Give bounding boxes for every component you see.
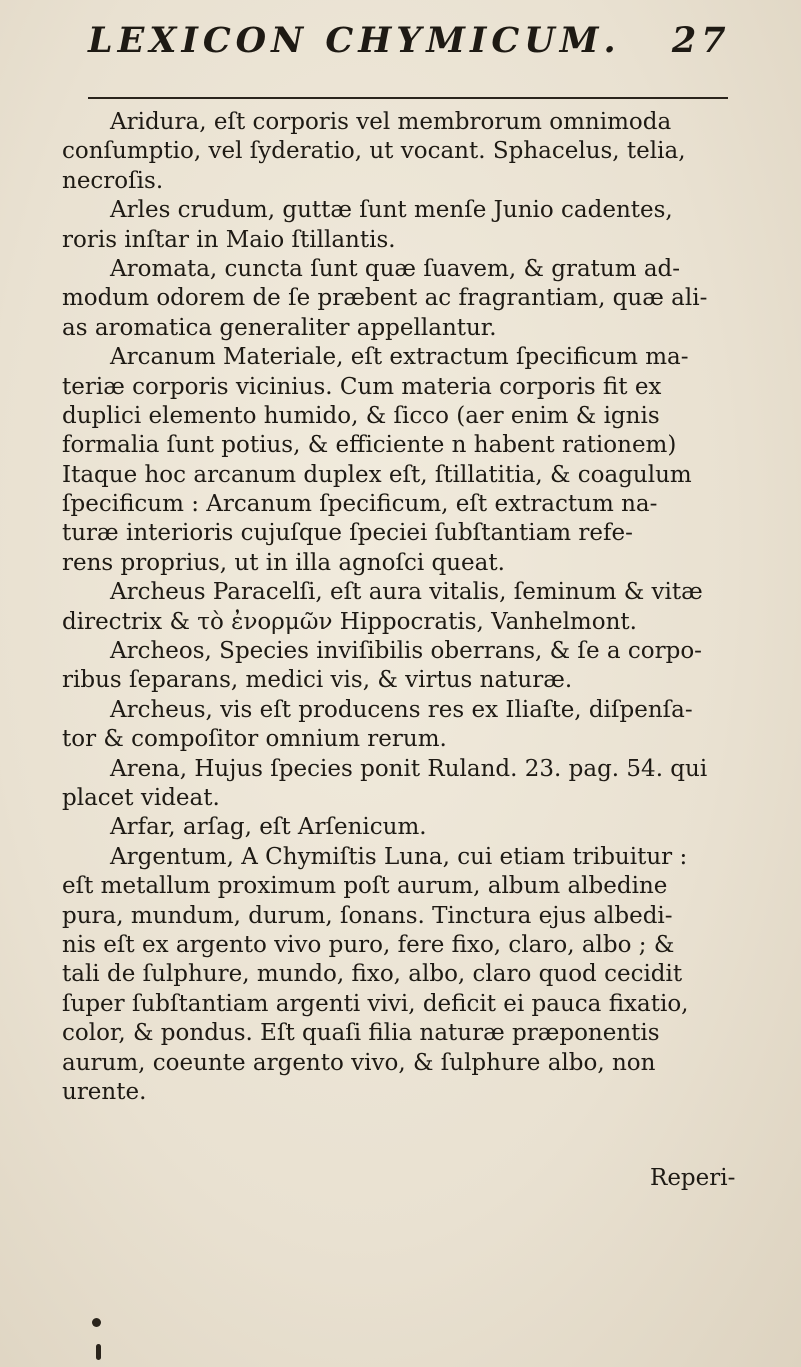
body-text: [62, 108, 752, 1107]
text-line: Arles crudum, guttæ ſunt menſe Junio cadentes,: [110, 197, 673, 224]
text-line: pura, mundum, durum, ſonans. Tinctura ejus albedi-: [62, 902, 673, 929]
text-line: nis eſt ex argento vivo puro, fere fixo, claro, albo ; &: [62, 931, 675, 958]
text-line: ſuper ſubſtantiam argenti vivi, deficit ei pauca fixatio,: [62, 990, 689, 1017]
text-line: urente.: [62, 1078, 147, 1105]
text-line: Aromata, cuncta ſunt quæ ſuavem, & gratum ad-: [110, 255, 681, 282]
text-line: roris inſtar in Maio ſtillantis.: [62, 226, 396, 253]
text-line: Argentum, A Chymiſtis Luna, cui etiam tribuitur :: [110, 843, 688, 870]
text-line: color, & pondus. Eſt quaſi filia naturæ præponentis: [62, 1020, 660, 1047]
text-line: eſt metallum proximum poſt aurum, album albedine: [62, 873, 668, 900]
text-line: Arcanum Materiale, eſt extractum ſpecificum ma-: [110, 344, 689, 371]
text-line: Archeus, vis eſt producens res ex Iliaſte, diſpenſa-: [110, 696, 693, 723]
page-number: 27: [671, 20, 731, 61]
text-line: aurum, coeunte argento vivo, & ſulphure albo, non: [62, 1049, 656, 1076]
text-line: Archeus Paracelſi, eſt aura vitalis, ſeminum & vitæ: [110, 579, 703, 606]
text-line: turæ interioris cujuſque ſpeciei ſubſtantiam refe-: [62, 520, 633, 547]
ink-blot: [92, 1318, 101, 1327]
text-line: Aridura, eſt corporis vel membrorum omnimoda: [110, 109, 672, 135]
header-rule: [88, 97, 728, 99]
page-title: LEXICON CHYMICUM.: [88, 20, 621, 61]
running-header: [88, 20, 731, 61]
text-line: duplici elemento humido, & ſicco (aer enim & ignis: [62, 402, 660, 429]
text-line: as aromatica generaliter appellantur.: [62, 314, 497, 341]
text-line: necroſis.: [62, 167, 164, 194]
text-line: ribus ſeparans, medici vis, & virtus naturæ.: [62, 667, 573, 694]
text-line: Archeos, Species inviſibilis oberrans, & ſe a corpo-: [110, 638, 702, 665]
text-line: Arfar, arſag, eſt Arſenicum.: [110, 814, 427, 841]
text-line: placet videat.: [62, 784, 220, 811]
text-line: modum odorem de ſe præbent ac fragrantiam, quæ ali-: [62, 285, 708, 312]
text-line: conſumptio, vel ſyderatio, ut vocant. Sphacelus, telia,: [62, 138, 686, 165]
text-line: teriæ corporis vicinius. Cum materia corporis fit ex: [62, 373, 662, 400]
text-line: directrix & τὸ ἐνορμῶν Hippocratis, Vanhelmont.: [62, 608, 637, 635]
ink-stroke: [96, 1344, 101, 1360]
text-line: tor & compoſitor omnium rerum.: [62, 726, 447, 753]
catchword: Reperi-: [650, 1165, 736, 1191]
text-line: ſpecificum : Arcanum ſpecificum, eſt extractum na-: [62, 491, 658, 518]
text-line: Arena, Hujus ſpecies ponit Ruland. 23. pag. 54. qui: [110, 755, 708, 782]
text-line: tali de ſulphure, mundo, fixo, albo, claro quod cecidit: [62, 961, 683, 988]
text-line: rens proprius, ut in illa agnoſci queat.: [62, 549, 505, 576]
text-line: formalia ſunt potius, & efficiente n habent rationem): [62, 432, 677, 459]
text-line: Itaque hoc arcanum duplex eſt, ſtillatitia, & coagulum: [62, 461, 692, 488]
